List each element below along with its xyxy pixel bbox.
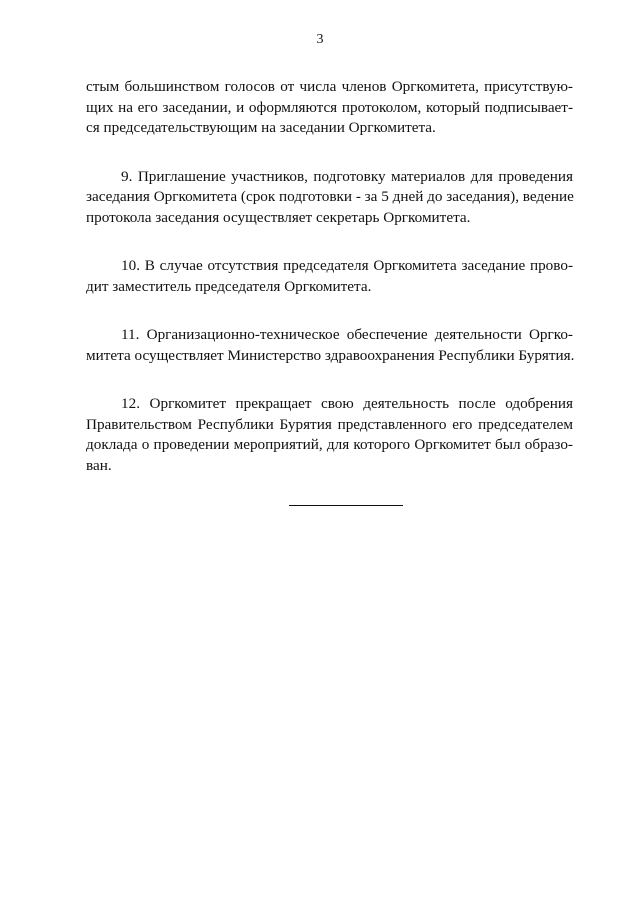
paragraph-continuation <box>86 77 573 139</box>
text-line: 12. Оргкомитет прекращает свою деятельность после одобрения <box>121 395 573 412</box>
paragraph-10 <box>86 256 573 297</box>
text-line: щих на его заседании, и оформляются протоколом, который подписывает- <box>86 98 573 116</box>
page-number: 3 <box>316 32 324 47</box>
text-line: Правительством Республики Бурятия представленного его председателем <box>86 415 573 433</box>
text-line: ван. <box>86 456 112 474</box>
paragraph-11 <box>86 325 573 366</box>
text-line: протокола заседания осуществляет секретарь Оргкомитета. <box>86 208 471 226</box>
document-body <box>86 77 573 504</box>
paragraph-12 <box>86 394 573 476</box>
text-line: заседания Оргкомитета (срок подготовки - за 5 дней до заседания), ведение <box>86 188 574 205</box>
text-line: дит заместитель председателя Оргкомитета. <box>86 277 372 295</box>
text-line: 11. Организационно-техническое обеспечение деятельности Оргко- <box>121 326 573 343</box>
text-line: стым большинством голосов от числа членов Оргкомитета, присутствую- <box>86 78 573 95</box>
paragraph-9 <box>86 167 573 229</box>
text-line: митета осуществляет Министерство здравоохранения Республики Бурятия. <box>86 346 575 364</box>
text-line: 9. Приглашение участников, подготовку материалов для проведения <box>121 167 573 185</box>
text-line: ся председательствующим на заседании Оргкомитета. <box>86 119 436 136</box>
text-line: 10. В случае отсутствия председателя Оргкомитета заседание прово- <box>121 257 573 274</box>
end-separator-line <box>289 505 403 506</box>
text-line: доклада о проведении мероприятий, для которого Оргкомитет был образо- <box>86 436 573 453</box>
